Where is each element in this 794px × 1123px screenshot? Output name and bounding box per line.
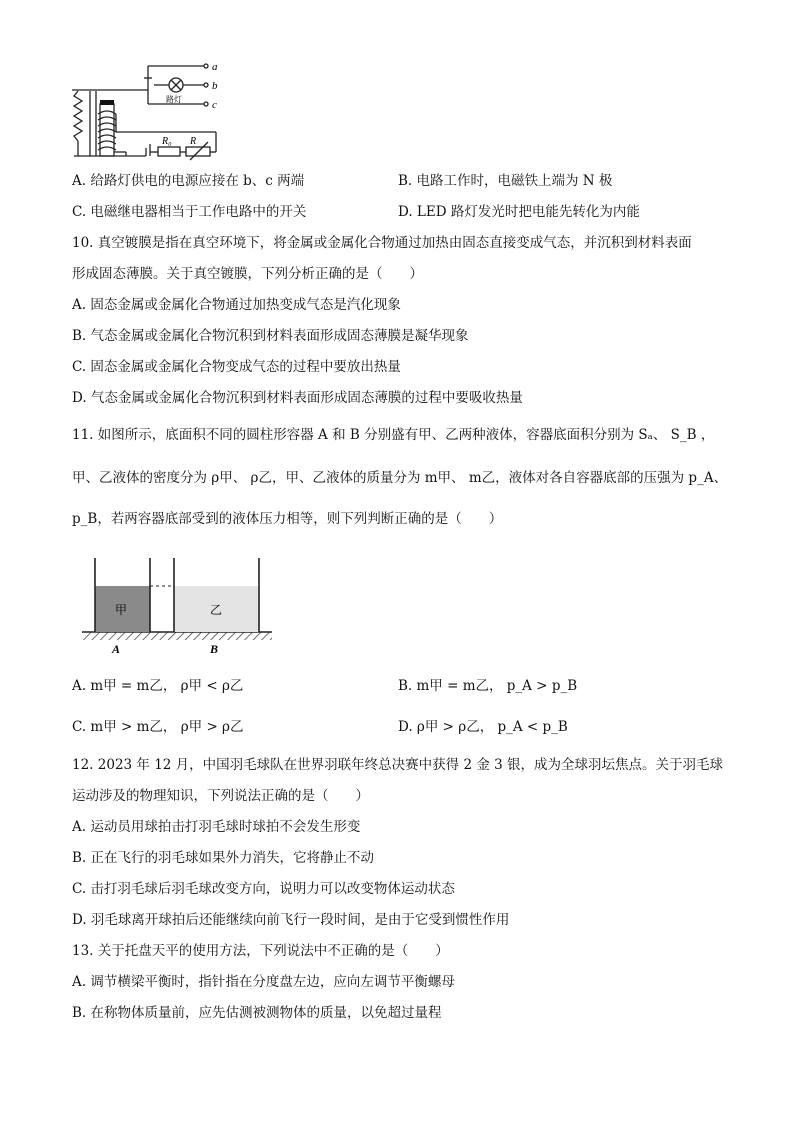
q11-stem-line2: 甲、乙液体的密度分为 ρ甲、 ρ乙，甲、乙液体的质量分为 m甲、 m乙，液体对各自容器底部的压强为 p_A、: [72, 470, 728, 486]
q9-option-b: B. 电路工作时，电磁铁上端为 N 极: [398, 173, 613, 189]
q11-stem-line1: 11. 如图所示，底面积不同的圆柱形容器 A 和 B 分别盛有甲、乙两种液体，容器底面积分别为 Sₐ、 S_B ，: [72, 427, 715, 443]
q12-option-d: D. 羽毛球离开球拍后还能继续向前飞行一段时间，是由于它受到惯性作用: [72, 912, 510, 928]
q12-option-b: B. 正在飞行的羽毛球如果外力消失，它将静止不动: [72, 850, 375, 866]
q12-option-a: A. 运动员用球拍击打羽毛球时球拍不会发生形变: [72, 819, 361, 835]
q13-stem: 13. 关于托盘天平的使用方法，下列说法中不正确的是（ ）: [72, 943, 449, 959]
r-label: R: [190, 136, 197, 147]
container-b-label: B: [210, 642, 219, 656]
terminal-b-label: b: [212, 80, 218, 92]
q9-option-c: C. 电磁继电器相当于工作电路中的开关: [72, 204, 307, 220]
terminal-c-label: c: [212, 99, 217, 111]
q12-stem-line2: 运动涉及的物理知识，下列说法正确的是（ ）: [72, 788, 369, 804]
q10-stem-line1: 10. 真空镀膜是指在真空环境下，将金属或金属化合物通过加热由固态直接变成气态，并沉积到材料表面: [72, 235, 692, 251]
q11-option-d: D. ρ甲 > ρ乙， p_A < p_B: [398, 719, 568, 735]
q10-stem-line2: 形成固态薄膜。关于真空镀膜，下列分析正确的是（ ）: [72, 266, 423, 282]
r0-label: R₀: [162, 136, 172, 147]
q11-option-c: C. m甲 > m乙， ρ甲 > ρ乙: [72, 719, 244, 735]
q12-stem-line1: 12. 2023 年 12 月，中国羽毛球队在世界羽联年终总决赛中获得 2 金 3 银，成为全球羽坛焦点。关于羽毛球: [72, 757, 724, 773]
liquid-b-label: 乙: [210, 603, 223, 617]
q10-option-b: B. 气态金属或金属化合物沉积到材料表面形成固态薄膜是凝华现象: [72, 328, 469, 344]
liquid-a-label: 甲: [115, 603, 128, 617]
q13-option-a: A. 调节横梁平衡时，指针指在分度盘左边，应向左调节平衡螺母: [72, 974, 455, 990]
terminal-a-label: a: [212, 61, 218, 73]
q9-option-d: D. LED 路灯发光时把电能先转化为内能: [398, 204, 640, 220]
q9-option-a: A. 给路灯供电的电源应接在 b、c 两端: [72, 173, 305, 189]
q11-stem-line3: p_B，若两容器底部受到的液体压力相等，则下列判断正确的是（ ）: [72, 511, 503, 527]
q12-option-c: C. 击打羽毛球后羽毛球改变方向，说明力可以改变物体运动状态: [72, 881, 455, 897]
q10-option-c: C. 固态金属或金属化合物变成气态的过程中要放出热量: [72, 359, 401, 375]
q10-option-a: A. 固态金属或金属化合物通过加热变成气态是汽化现象: [72, 297, 401, 313]
containers-figure: [82, 556, 272, 656]
q13-option-b: B. 在称物体质量前，应先估测被测物体的质量，以免超过量程: [72, 1005, 442, 1021]
q11-option-a: A. m甲 = m乙， ρ甲 < ρ乙: [72, 678, 244, 694]
q10-option-d: D. 气态金属或金属化合物沉积到材料表面形成固态薄膜的过程中要吸收热量: [72, 390, 523, 406]
lamp-label: 路灯: [166, 95, 182, 104]
relay-circuit-figure: [66, 56, 236, 164]
q11-option-b: B. m甲 = m乙， p_A > p_B: [398, 678, 578, 694]
container-a-label: A: [112, 642, 121, 656]
